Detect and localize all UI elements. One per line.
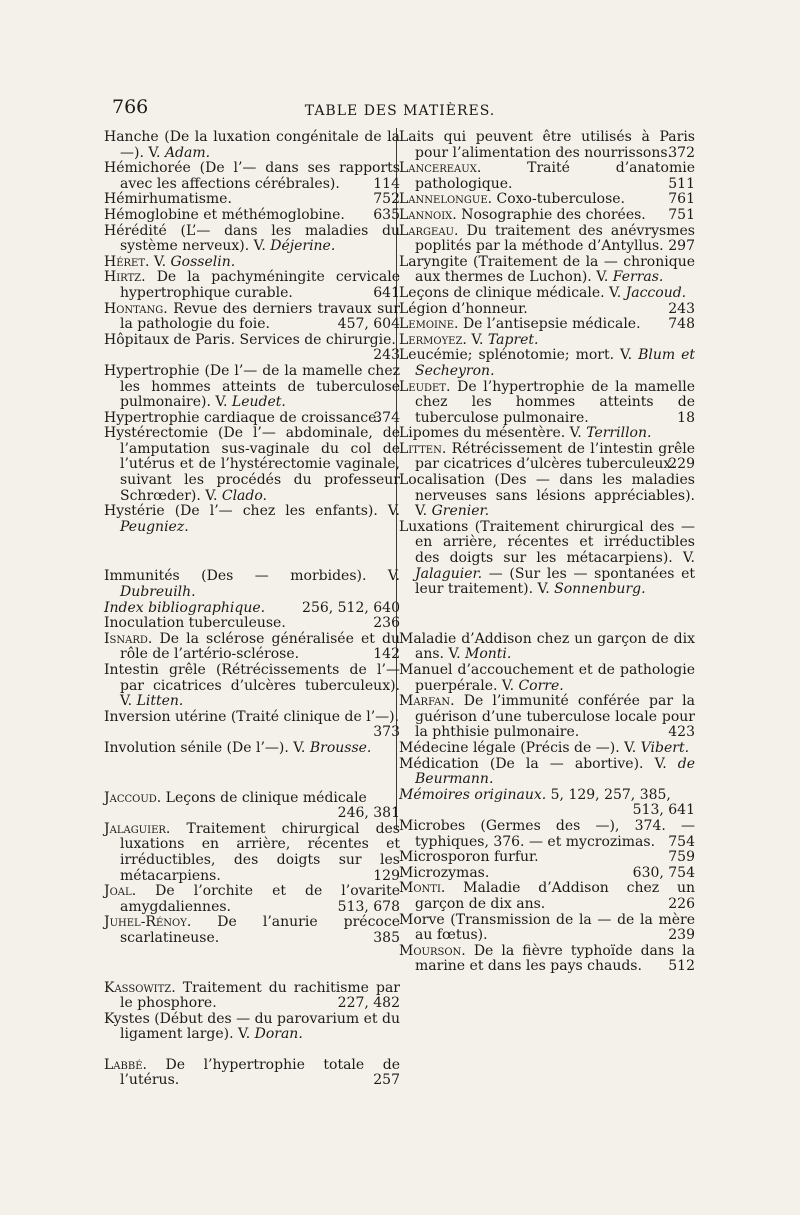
- entry-text: Hémichorée (De l’— dans ses rapports avec les affections cérébrales).: [104, 160, 400, 192]
- entry-author: Jaccoud: [104, 789, 157, 806]
- entry-page: 513, 641: [632, 802, 695, 819]
- index-entry: [104, 364, 400, 411]
- entry-author: Héret: [104, 253, 146, 270]
- entry-text: Hystérie (De l’— chez les enfants). V.: [104, 503, 400, 520]
- entry-text: . V.: [145, 253, 171, 270]
- index-entry: [104, 601, 400, 617]
- index-entry: [399, 913, 695, 944]
- entry-author: Marfan: [399, 693, 451, 710]
- entry-text: Légion d’honneur.: [399, 300, 528, 317]
- entry-reference: Gosselin.: [170, 253, 236, 270]
- entry-page: 257: [373, 1072, 400, 1089]
- entry-text: Hypertrophie (De l’— de la mamelle chez les hommes atteints de tuberculose pulmonaire). V.: [104, 362, 400, 411]
- entry-text: Leucémie; splénotomie; mort. V.: [399, 347, 639, 364]
- index-entry: [399, 302, 695, 318]
- index-entry: [104, 791, 400, 822]
- entry-text: . Coxo-tuberculose.: [487, 191, 625, 208]
- entry-text: . Traitement chirurgical des luxations en arrière, récentes et irréductibles, des doigts sur les métacarpiens.: [120, 820, 400, 884]
- entry-text: . De l’hypertrophie de la mamelle chez les hommes atteints de tuberculose pulmonaire.: [415, 378, 695, 426]
- index-entry: [399, 426, 695, 442]
- index-entry: [399, 255, 695, 286]
- index-entry: [104, 426, 400, 504]
- entry-page: 748: [668, 316, 695, 333]
- entry-author: Mourson: [399, 942, 462, 959]
- entry-page: 385: [373, 929, 400, 946]
- entry-author: Juhel-Rénoy: [104, 914, 187, 931]
- entry-text: Leçons de clinique médicale. V.: [399, 284, 626, 301]
- entry-reference: Monti.: [465, 646, 512, 663]
- entry-text: . De l’anurie précoce scarlatineuse.: [120, 914, 400, 946]
- entry-reference: de Beurmann.: [415, 755, 695, 788]
- entry-page: 761: [668, 191, 695, 208]
- entry-page: 243: [668, 300, 695, 317]
- index-entry: [399, 850, 695, 866]
- index-entry: [399, 881, 695, 912]
- entry-text: 5, 129, 257, 385,: [546, 786, 671, 803]
- entry-reference: Grenier.: [431, 503, 490, 520]
- index-entry: [104, 1058, 400, 1089]
- entry-reference: Sonnenburg.: [554, 581, 646, 598]
- entry-page: 759: [668, 849, 695, 866]
- index-entry: [399, 192, 695, 208]
- index-entry: [104, 161, 400, 192]
- entry-text: . V.: [462, 331, 488, 348]
- index-entry: [399, 788, 695, 819]
- index-entry: [399, 819, 695, 850]
- entry-text: . De la pachyméningite cervicale hypertrophique curable.: [120, 269, 400, 301]
- entry-author: Litten: [399, 440, 442, 457]
- entry-text: Hanche (De la luxation congénitale de la —). V.: [104, 129, 400, 161]
- entry-text: Lipomes du mésentère. V.: [399, 425, 587, 442]
- entry-page: 239: [668, 927, 695, 944]
- index-entry: [399, 333, 695, 349]
- index-entry: [104, 915, 400, 946]
- entry-text: Immunités (Des — morbides). V.: [104, 568, 400, 585]
- entry-reference: Jalaguier.: [415, 565, 483, 582]
- entry-page: 754: [668, 833, 695, 850]
- entry-text: . Traité d’anatomie pathologique.: [415, 160, 695, 192]
- entry-text: . De la sclérose généralisée et du rôle de l’artério-sclérose.: [120, 630, 400, 663]
- entry-reference: Tapret.: [487, 331, 539, 348]
- entry-text: . Maladie d’Addison chez un garçon de dix ans.: [415, 880, 695, 912]
- entry-title: Index bibliographique.: [104, 599, 266, 616]
- index-entry: [399, 380, 695, 427]
- index-entry: [104, 411, 400, 427]
- entry-text: Hôpitaux de Paris. Services de chirurgie.: [104, 331, 396, 348]
- index-entry: [399, 663, 695, 694]
- index-entry: [399, 473, 695, 520]
- index-entry: [399, 520, 695, 598]
- entry-text: Hémoglobine et méthémoglobine.: [104, 206, 345, 223]
- entry-author: Lemoine: [399, 316, 455, 333]
- index-entry: [399, 286, 695, 302]
- entry-text: Involution sénile (De l’—). V.: [104, 739, 310, 756]
- index-entry: [399, 632, 695, 663]
- entry-text: Kystes (Début des — du parovarium et du ligament large). V.: [104, 1010, 400, 1043]
- entry-page: 630, 754: [632, 864, 695, 881]
- entry-page: 752: [373, 191, 400, 208]
- entry-author: Isnard: [104, 630, 148, 647]
- entry-text: . Du traitement des anévrysmes poplités par la méthode d’Antyllus.: [415, 222, 695, 255]
- entry-reference: Dubreuilh.: [120, 584, 196, 601]
- entry-page: 457, 604: [337, 316, 400, 333]
- entry-page: 226: [668, 895, 695, 912]
- entry-title: Mémoires originaux.: [399, 786, 547, 803]
- entry-text: — (Sur les — spontanées et leur traitement). V.: [415, 565, 695, 598]
- entry-page: 513, 678: [337, 898, 400, 915]
- entry-reference: Vibert.: [640, 739, 690, 756]
- entry-text: Hystérectomie (De l’— abdominale, de l’amputation sus-vaginale du col de l’utérus et de l’hystérectomie vaginale, suivant les procédés du professeur Schrœder). V.: [104, 425, 400, 504]
- entry-text: . De l’hypertrophie totale de l’utérus.: [120, 1056, 400, 1089]
- entry-page: 297: [668, 238, 695, 255]
- index-entry: [399, 317, 695, 333]
- entry-text: Localisation (Des — dans les maladies nerveuses sans lésions appréciables). V.: [399, 472, 695, 520]
- entry-text: . Nosographie des chorées.: [452, 206, 646, 223]
- index-entry: [399, 208, 695, 224]
- entry-author: Lancereaux: [399, 160, 477, 177]
- index-entry: [399, 224, 695, 255]
- index-entry: [104, 255, 400, 271]
- index-entry: [104, 616, 400, 632]
- entry-page: 18: [677, 409, 695, 426]
- entry-page: 142: [373, 646, 400, 663]
- entry-text: . De la fièvre typhoïde dans la marine et dans les pays chauds.: [415, 942, 695, 975]
- entry-author: Leudet: [399, 378, 447, 395]
- index-entry: [399, 130, 695, 161]
- entry-text: . De l’antisepsie médicale.: [454, 316, 641, 333]
- entry-reference: Déjerine.: [270, 238, 336, 255]
- index-entry: [104, 302, 400, 333]
- index-entry: [399, 161, 695, 192]
- entry-page: 512: [668, 958, 695, 975]
- entry-reference: Brousse.: [309, 739, 372, 756]
- entry-page: 246, 381: [337, 805, 400, 822]
- entry-page: 374: [373, 409, 400, 426]
- entry-text: Laryngite (Traitement de la — chronique aux thermes de Luchon). V.: [399, 253, 695, 286]
- entry-reference: Corre.: [518, 677, 564, 694]
- index-entry: [399, 866, 695, 882]
- entry-author: Kassowitz: [104, 979, 172, 996]
- entry-text: Laits qui peuvent être utilisés à Paris pour l’alimentation des nourrissons.: [399, 129, 695, 161]
- entry-page: 227, 482: [337, 995, 400, 1012]
- entry-page: 751: [668, 206, 695, 223]
- entry-page: 372: [668, 144, 695, 161]
- entry-reference: Ferras.: [612, 269, 664, 286]
- index-entry: [104, 569, 400, 600]
- index-entry: [104, 822, 400, 884]
- entry-reference: Blum et Secheyron.: [415, 347, 696, 379]
- entry-reference: Litten.: [136, 693, 184, 710]
- index-entry: [104, 224, 400, 255]
- entry-text: Microbes (Germes des —), 374. — typhiques, 376. — et mycrozimas.: [399, 817, 695, 850]
- entry-text: Médecine légale (Précis de —). V.: [399, 739, 641, 756]
- index-entry: [104, 884, 400, 915]
- entry-reference: Terrillon.: [586, 425, 652, 442]
- entry-author: Lannoix: [399, 206, 453, 223]
- entry-text: Inoculation tuberculeuse.: [104, 615, 286, 632]
- entry-text: Hémirhumatisme.: [104, 191, 232, 208]
- entry-page: 635: [373, 206, 400, 223]
- index-entry: [399, 348, 695, 379]
- entry-text: Manuel d’accouchement et de pathologie puerpérale. V.: [399, 662, 695, 694]
- entry-page: 114: [373, 175, 400, 192]
- page-number: 766: [112, 96, 149, 118]
- right-column: [399, 130, 695, 975]
- entry-author: Monti: [399, 880, 441, 897]
- entry-text: Luxations (Traitement chirurgical des — en arrière, récentes et irréductibles des doigts sur les métacarpiens). V.: [399, 518, 695, 567]
- entry-page: 229: [668, 456, 695, 473]
- entry-text: Médication (De la — abortive). V.: [399, 755, 678, 772]
- entry-page: 511: [668, 175, 695, 192]
- entry-text: Hérédité (L’— dans les maladies du système nerveux). V.: [104, 222, 400, 255]
- entry-page: 641: [373, 284, 400, 301]
- entry-text: Microsporon furfur.: [399, 849, 539, 866]
- entry-text: Maladie d’Addison chez un garçon de dix ans. V.: [399, 630, 695, 663]
- entry-author: Jalaguier: [104, 820, 166, 837]
- entry-text: . Traitement du rachitisme par le phosphore.: [120, 979, 400, 1012]
- entry-text: . Revue des derniers travaux sur la pathologie du foie.: [120, 300, 400, 333]
- index-entry: [399, 741, 695, 757]
- left-column: [104, 130, 400, 1089]
- index-entry: [104, 632, 400, 663]
- index-entry: [104, 741, 400, 757]
- entry-text: Intestin grêle (Rétrécissements de l’— par cicatrices d’ulcères tuberculeux). V.: [104, 662, 400, 710]
- entry-author: Hontang: [104, 300, 164, 317]
- entry-author: Joal: [104, 883, 132, 900]
- entry-author: Lannelongue: [399, 191, 488, 208]
- entry-reference: Clado.: [221, 487, 267, 504]
- entry-text: . Leçons de clinique médicale: [156, 789, 367, 806]
- entry-author: Lermoyez: [399, 331, 463, 348]
- entry-reference: Leudet.: [231, 394, 286, 411]
- index-entry: [399, 757, 695, 788]
- index-entry: [104, 208, 400, 224]
- entry-reference: Jaccoud.: [625, 284, 687, 301]
- entry-reference: Adam.: [164, 144, 211, 161]
- index-entry: [104, 504, 400, 535]
- index-entry: [104, 270, 400, 301]
- entry-author: Largeau: [399, 222, 454, 239]
- index-entry: [399, 944, 695, 975]
- entry-reference: Doran.: [254, 1026, 303, 1043]
- entry-page: 373: [373, 724, 400, 741]
- entry-text: . De l’immunité conférée par la guérison d’une tuberculose locale pour la phthisie pulmonaire.: [415, 693, 695, 741]
- entry-reference: Peugniez.: [120, 518, 189, 535]
- entry-author: Hirtz: [104, 269, 142, 286]
- index-entry: [399, 442, 695, 473]
- entry-page: 129: [373, 867, 400, 884]
- entry-page: 236: [373, 615, 400, 632]
- index-entry: [104, 663, 400, 710]
- entry-text: Inversion utérine (Traité clinique de l’—).: [104, 708, 400, 725]
- entry-page: 423: [668, 724, 695, 741]
- entry-text: Microzymas.: [399, 864, 490, 881]
- index-entry: [399, 694, 695, 741]
- entry-text: . Rétrécissement de l’intestin grêle par cicatrices d’ulcères tuberculeux.: [415, 440, 695, 473]
- index-entry: [104, 130, 400, 161]
- index-entry: [104, 710, 400, 741]
- index-entry: [104, 1012, 400, 1043]
- entry-page: 256, 512, 640: [302, 599, 400, 616]
- entry-text: Morve (Transmission de la — de la mère au fœtus).: [399, 911, 695, 944]
- entry-text: Hypertrophie cardiaque de croissance.: [104, 409, 381, 426]
- index-entry: [104, 981, 400, 1012]
- index-entry: [104, 192, 400, 208]
- running-title: TABLE DES MATIÈRES.: [304, 103, 496, 119]
- entry-page: 243: [373, 347, 400, 364]
- index-entry: [104, 333, 400, 364]
- entry-text: . De l’orchite et de l’ovarite amygdaliennes.: [120, 883, 400, 915]
- entry-author: Labbé: [104, 1056, 143, 1073]
